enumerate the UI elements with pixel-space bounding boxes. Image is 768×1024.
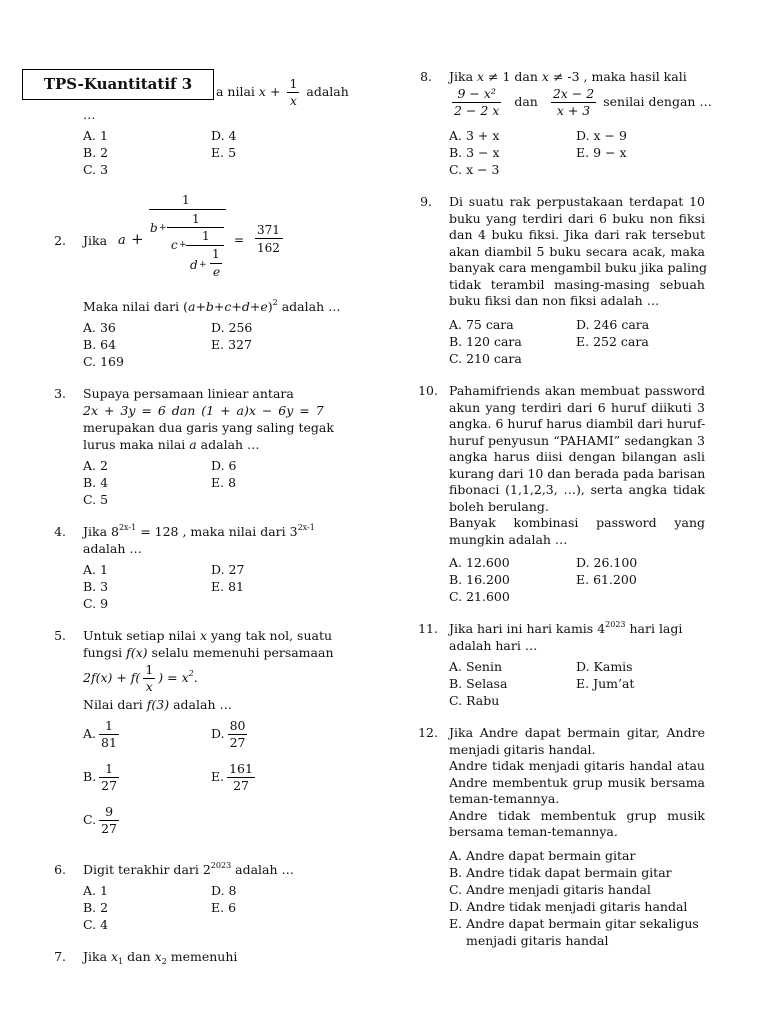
q12-body: Jika Andre dapat bermain gitar, Andre menjadi gitaris handal. Andre tidak menjadi gitaris handal atau Andre membentuk grup musik bersama teman-temannya. Andre tidak membentuk grup musik bersama teman-temannya. (449, 725, 705, 839)
q5-option-a[interactable]: A. $\frac{1}{81}$ (83, 718, 117, 750)
q3-line-2: 2x + 3y = 6 dan (1 + a)x − 6y = 7 (83, 403, 324, 418)
question-1: a nilai x + $\frac{1}{x}$ adalah (216, 76, 349, 108)
q9-option-b[interactable]: B. 120 cara (449, 334, 522, 349)
q12-option-e-cont: menjadi gitaris handal (466, 933, 609, 948)
q11-option-e[interactable]: E. Jum’at (576, 676, 635, 691)
q9-number: 9. (420, 194, 432, 209)
q8-line-1: Jika x ≠ 1 dan x ≠ -3 , maka hasil kali (449, 69, 687, 84)
q10-option-c[interactable]: C. 21.600 (449, 589, 510, 604)
q5-option-c[interactable]: C. $\frac{9}{27}$ (83, 804, 117, 836)
q4-option-e[interactable]: E. 81 (211, 579, 244, 594)
q1-option-b[interactable]: B. 2 (83, 145, 109, 160)
q5-option-e[interactable]: E. $\frac{161}{27}$ (211, 761, 253, 793)
q5-line-4: Nilai dari f(3) adalah … (83, 697, 232, 712)
q2-option-b[interactable]: B. 64 (83, 337, 117, 352)
q1-option-c[interactable]: C. 3 (83, 162, 109, 177)
q2-option-c[interactable]: C. 169 (83, 354, 124, 369)
q5-option-d[interactable]: D. $\frac{80}{27}$ (211, 718, 246, 750)
q12-number: 12. (418, 725, 438, 740)
q3-option-b[interactable]: B. 4 (83, 475, 109, 490)
q6-text: Digit terakhir dari $2^{2023}$ adalah … (83, 861, 295, 877)
q10-body: Pahamifriends akan membuat password akun yang terdiri dari 6 huruf diikuti 3 angka. 6 huruf harus diambil dari huruf- huruf penyusun “PAHAMI” sedangkan 3 angka harus diisi dengan bilangan asli kurang dari 10 dan berada pada barisan fibonaci (1,1,2,3, …), serta angka tidak boleh berulang. Banyak kombinasi password yang mungkin adalah … (449, 383, 706, 547)
q2-option-e[interactable]: E. 327 (211, 337, 252, 352)
q8-option-e[interactable]: E. 9 − x (576, 145, 627, 160)
q11-number: 11. (418, 621, 438, 636)
q2-option-a[interactable]: A. 36 (83, 320, 116, 335)
q2-option-d[interactable]: D. 256 (211, 320, 253, 335)
q4-line-2: adalah … (83, 541, 142, 556)
q8-option-a[interactable]: A. 3 + x (449, 128, 500, 143)
q2-number: 2. (54, 233, 66, 248)
q6-option-d[interactable]: D. 8 (211, 883, 237, 898)
q4-option-b[interactable]: B. 3 (83, 579, 109, 594)
q3-option-c[interactable]: C. 5 (83, 492, 109, 507)
q11-option-a[interactable]: A. Senin (449, 659, 503, 674)
q4-option-d[interactable]: D. 27 (211, 562, 245, 577)
q5-equation: 2f(x) + f( $\frac{1}{x}$ ) = $x^2$. (83, 662, 198, 694)
q9-option-e[interactable]: E. 252 cara (576, 334, 649, 349)
q10-option-b[interactable]: B. 16.200 (449, 572, 510, 587)
q12-option-e[interactable]: E. Andre dapat bermain gitar sekaligus (449, 916, 699, 931)
q1-fraction: $\frac{1}{x}$ (289, 76, 298, 108)
q10-number: 10. (418, 383, 438, 398)
q5-option-b[interactable]: B. $\frac{1}{27}$ (83, 761, 118, 793)
q4-option-c[interactable]: C. 9 (83, 596, 109, 611)
q11-body: Jika hari ini hari kamis $4^{2023}$ hari lagi adalah hari … (449, 620, 683, 653)
q3-option-a[interactable]: A. 2 (83, 458, 108, 473)
q6-option-e[interactable]: E. 6 (211, 900, 237, 915)
q10-option-d[interactable]: D. 26.100 (576, 555, 638, 570)
q11-option-c[interactable]: C. Rabu (449, 693, 500, 708)
q7-text: Jika $x_1$ dan $x_2$ memenuhi (83, 949, 238, 966)
q5-number: 5. (54, 628, 66, 643)
q9-option-d[interactable]: D. 246 cara (576, 317, 650, 332)
q6-option-a[interactable]: A. 1 (83, 883, 108, 898)
q11-option-b[interactable]: B. Selasa (449, 676, 508, 691)
q4-option-a[interactable]: A. 1 (83, 562, 108, 577)
q2-prefix: Jika (83, 233, 108, 248)
q6-option-b[interactable]: B. 2 (83, 900, 109, 915)
q4-line-1: Jika $8^{2x-1} = 128$ , maka nilai dari $3^{2x-1}$ (83, 523, 315, 539)
q4-number: 4. (54, 524, 66, 539)
q12-option-b[interactable]: B. Andre tidak dapat bermain gitar (449, 865, 672, 880)
q12-option-c[interactable]: C. Andre menjadi gitaris handal (449, 882, 651, 897)
q1-option-d[interactable]: D. 4 (211, 128, 237, 143)
q8-option-c[interactable]: C. x − 3 (449, 162, 500, 177)
q5-line-1: Untuk setiap nilai x yang tak nol, suatu (83, 628, 333, 643)
q3-line-3: merupakan dua garis yang saling tegak (83, 420, 334, 435)
q5-line-2: fungsi f(x) selalu memenuhi persamaan (83, 645, 334, 660)
q2-continued-fraction: a + 1 b + 1 c + 1 d + 1 e = 371 162 (116, 190, 296, 282)
q11-option-d[interactable]: D. Kamis (576, 659, 633, 674)
q7-number: 7. (54, 949, 66, 964)
q2-question: Maka nilai dari $(a+b+c+d+e)^2$ adalah … (83, 298, 341, 314)
q3-number: 3. (54, 386, 66, 401)
q8-option-b[interactable]: B. 3 − x (449, 145, 500, 160)
q8-number: 8. (420, 69, 432, 84)
q9-option-a[interactable]: A. 75 cara (449, 317, 514, 332)
q9-body: Di suatu rak perpustakaan terdapat 10 buku yang terdiri dari 6 buku non fiksi dan 4 buku fiksi. Jika dari rak tersebut akan diambil 5 buku secara acak, maka banyak cara mengambil buku jika paling tidak terambil masing-masing sebuah buku fiksi dan non fiksi adalah … (449, 194, 708, 308)
q6-option-c[interactable]: C. 4 (83, 917, 109, 932)
q8-option-d[interactable]: D. x − 9 (576, 128, 627, 143)
q3-option-e[interactable]: E. 8 (211, 475, 237, 490)
q1-var-x: x (258, 84, 266, 99)
q1-option-e[interactable]: E. 5 (211, 145, 237, 160)
q1-ellipsis: … (83, 107, 96, 122)
q9-option-c[interactable]: C. 210 cara (449, 351, 522, 366)
q10-option-e[interactable]: E. 61.200 (576, 572, 637, 587)
q10-option-a[interactable]: A. 12.600 (449, 555, 510, 570)
q1-option-a[interactable]: A. 1 (83, 128, 108, 143)
q3-line-4: lurus maka nilai a adalah … (83, 437, 260, 452)
q8-expression: $\frac{\text{9 − x²}}{2 - 2 x}$ dan $\frac{2x - 2}{x + 3}$ senilai dengan … (454, 86, 712, 118)
q12-option-d[interactable]: D. Andre tidak menjadi gitaris handal (449, 899, 688, 914)
section-title: TPS-Kuantitatif 3 (22, 69, 214, 100)
q1-stem: a nilai (216, 84, 255, 99)
q6-number: 6. (54, 862, 66, 877)
q3-option-d[interactable]: D. 6 (211, 458, 237, 473)
q3-line-1: Supaya persamaan liniear antara (83, 386, 294, 401)
q12-option-a[interactable]: A. Andre dapat bermain gitar (449, 848, 636, 863)
